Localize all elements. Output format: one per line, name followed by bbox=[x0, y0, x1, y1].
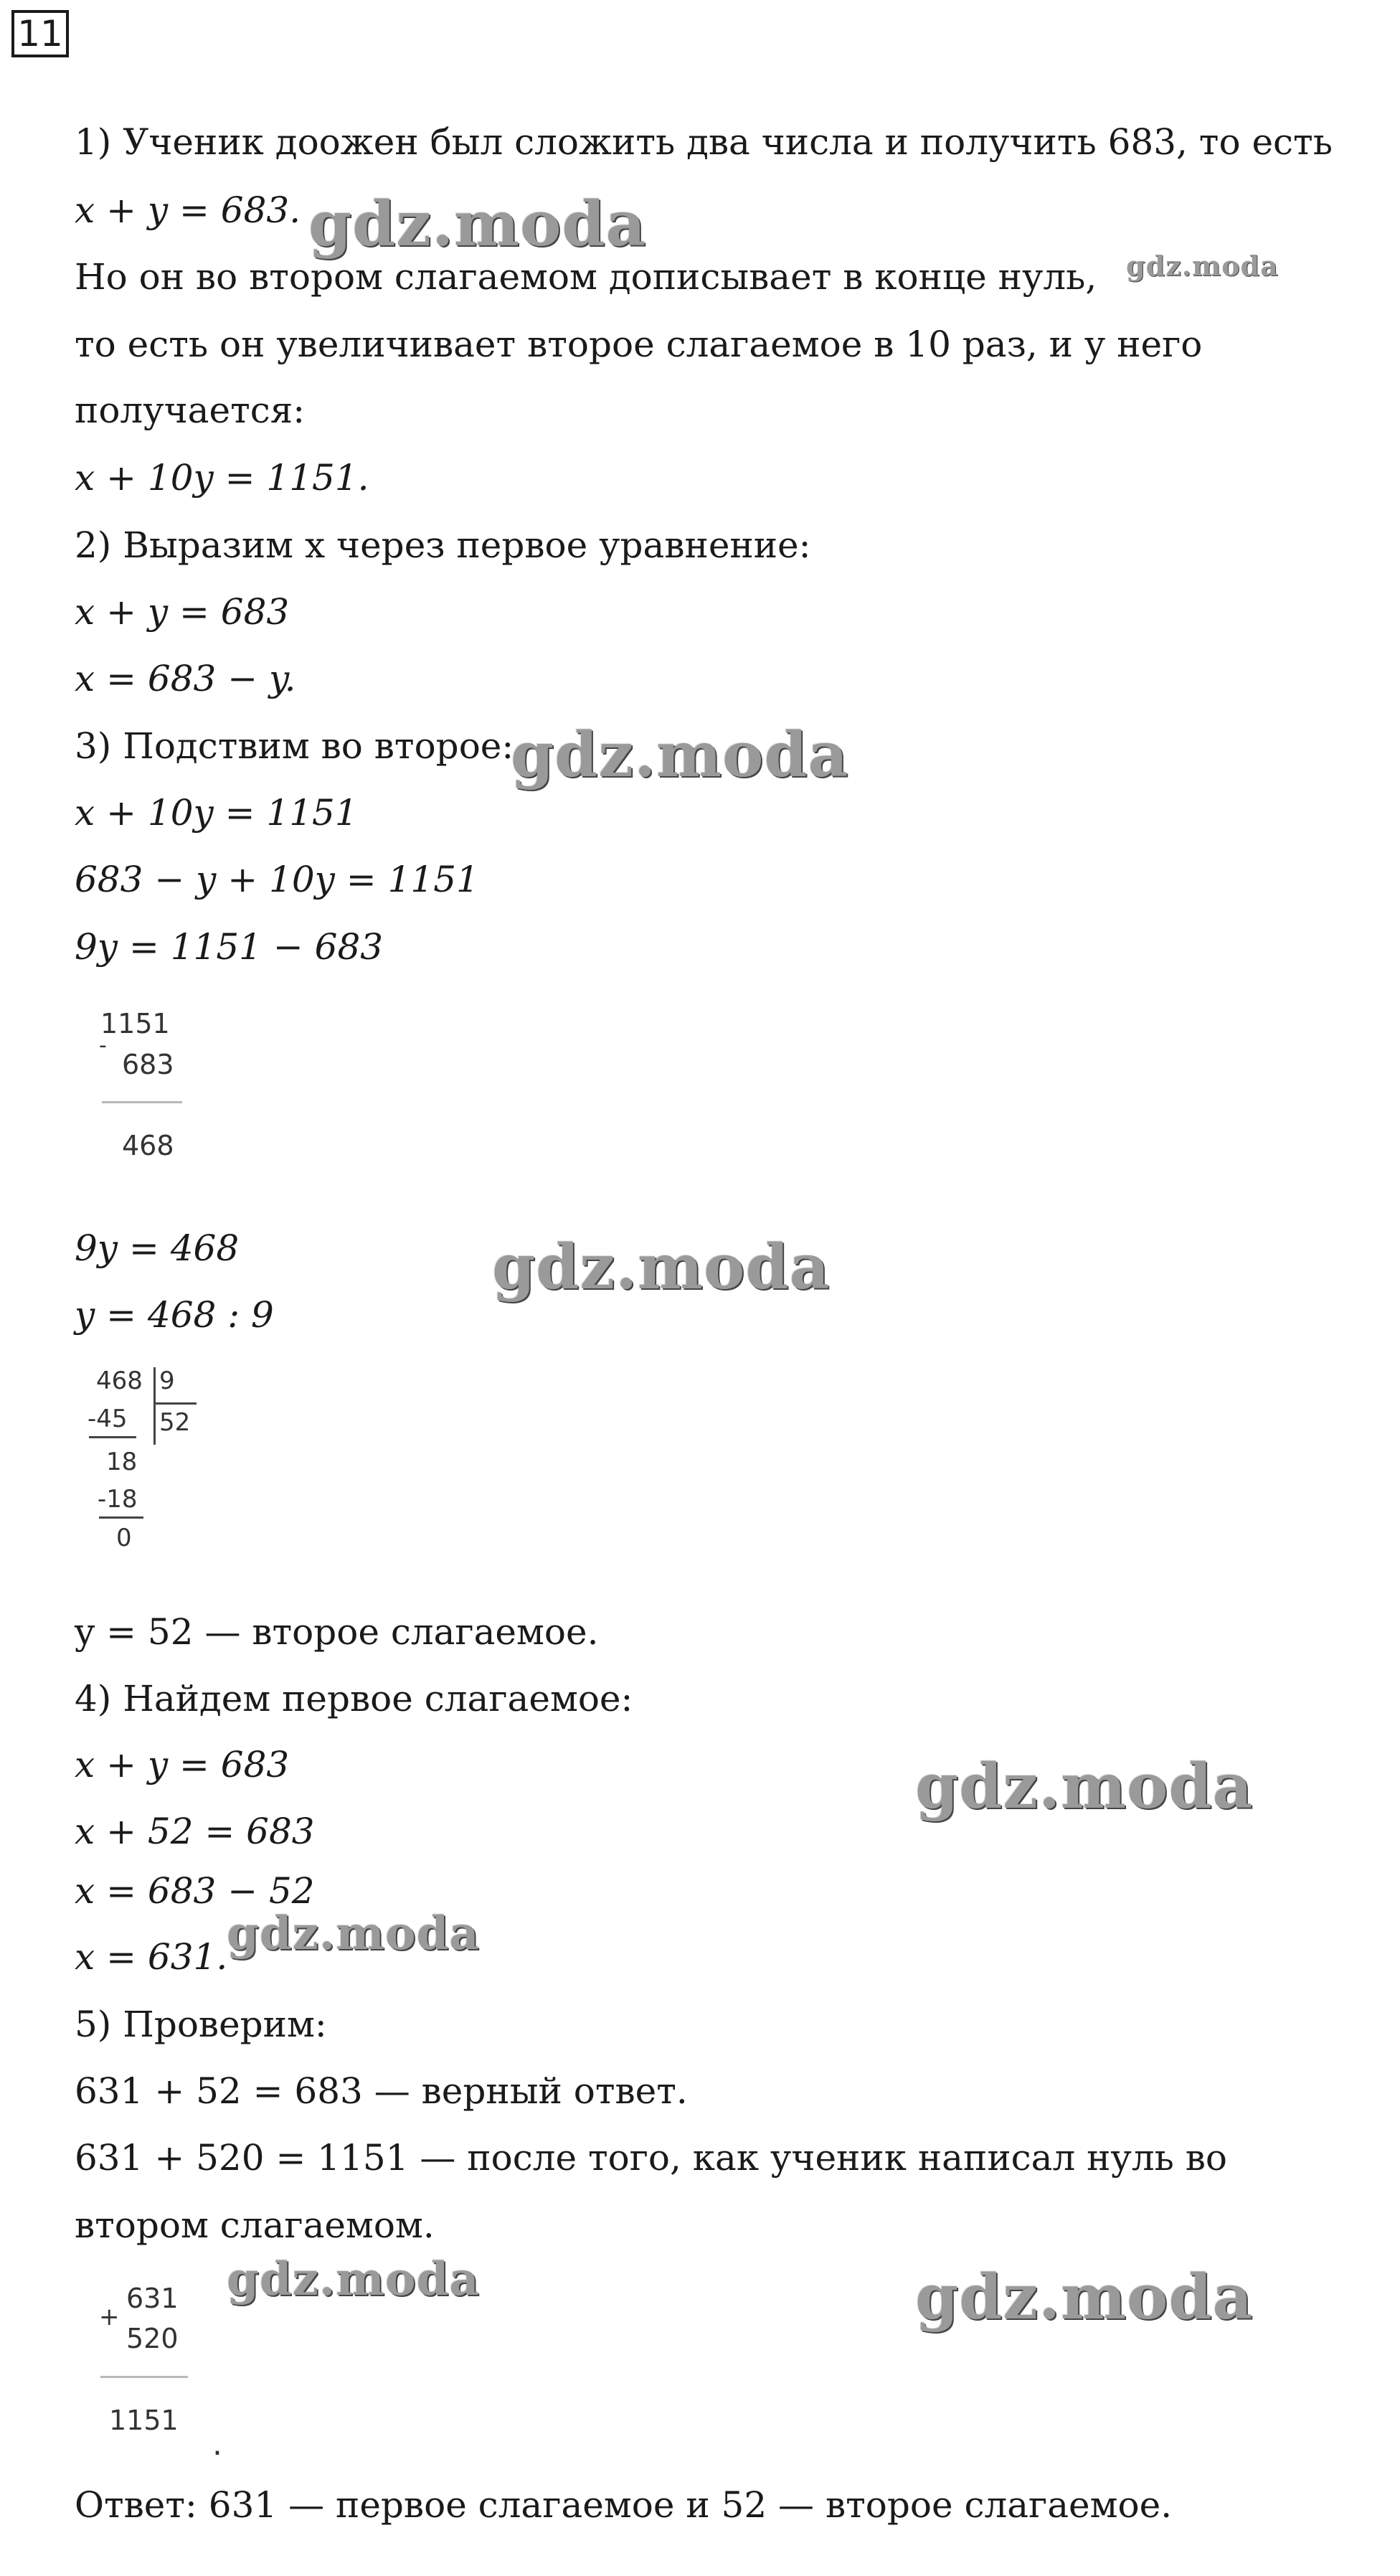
watermark-7: gdz.moda bbox=[227, 2252, 480, 2306]
addition-addend-2: 520 bbox=[126, 2323, 179, 2354]
division-remainder-2: 0 bbox=[116, 1524, 132, 1552]
equation-line-15: y = 468 : 9 bbox=[75, 1294, 274, 1336]
watermark-4: gdz.moda bbox=[492, 1231, 831, 1303]
equation-line-8: x + y = 683 bbox=[75, 591, 290, 633]
division-vertical-rule bbox=[153, 1367, 156, 1445]
equation-line-13: 9y = 1151 − 683 bbox=[75, 926, 384, 968]
subtraction-rule bbox=[102, 1101, 182, 1103]
text-line-23: 631 + 52 = 683 — верный ответ. bbox=[75, 2070, 688, 2112]
division-step-1-rule bbox=[89, 1436, 136, 1438]
subtraction-sign: - bbox=[99, 1033, 107, 1058]
watermark-2: gdz.moda bbox=[1126, 250, 1279, 282]
addition-rule bbox=[100, 2376, 188, 2378]
division-step-1: -45 bbox=[88, 1405, 128, 1433]
equation-line-11: x + 10y = 1151 bbox=[75, 792, 358, 834]
text-line-7: 2) Выразим x через первое уравнение: bbox=[75, 524, 811, 566]
addition-sum: 1151 bbox=[109, 2405, 179, 2436]
division-quotient-rule bbox=[155, 1402, 197, 1405]
subtraction-result: 468 bbox=[122, 1130, 174, 1161]
text-line-3: Но он во втором слагаемом дописывает в конце нуль, bbox=[75, 256, 1097, 298]
watermark-6: gdz.moda bbox=[227, 1907, 480, 1961]
division-divisor: 9 bbox=[159, 1367, 175, 1395]
text-line-24: 631 + 520 = 1151 — после того, как ученик написал нуль во bbox=[75, 2137, 1227, 2179]
text-line-4: то есть он увеличивает второе слагаемое в 10 раз, и у него bbox=[75, 324, 1203, 365]
subtraction-subtrahend: 683 bbox=[122, 1049, 174, 1080]
equation-line-12: 683 − y + 10y = 1151 bbox=[75, 859, 479, 900]
equation-line-19: x + 52 = 683 bbox=[75, 1811, 315, 1852]
division-dividend: 468 bbox=[96, 1367, 143, 1395]
equation-line-16: y = 52 — второе слагаемое. bbox=[75, 1611, 599, 1653]
watermark-5: gdz.moda bbox=[915, 1750, 1254, 1823]
text-line-25: втором слагаемом. bbox=[75, 2204, 435, 2246]
text-line-17: 4) Найдем первое слагаемое: bbox=[75, 1678, 633, 1719]
equation-line-9: x = 683 − y. bbox=[75, 658, 296, 699]
equation-line-2: x + y = 683. bbox=[75, 189, 301, 231]
text-line-1: 1) Ученик доожен был сложить два числа и получить 683, то есть bbox=[75, 121, 1333, 163]
text-line-22: 5) Проверим: bbox=[75, 2004, 327, 2045]
equation-line-6: x + 10y = 1151. bbox=[75, 457, 369, 499]
equation-line-20: x = 683 − 52 bbox=[75, 1870, 315, 1912]
watermark-1: gdz.moda bbox=[308, 188, 647, 260]
division-quotient: 52 bbox=[159, 1408, 191, 1437]
watermark-8: gdz.moda bbox=[915, 2261, 1254, 2334]
equation-line-14: 9y = 468 bbox=[75, 1227, 240, 1269]
watermark-3: gdz.moda bbox=[511, 719, 849, 791]
addition-addend-1: 631 bbox=[126, 2283, 179, 2314]
text-line-10: 3) Подствим во второе: bbox=[75, 725, 514, 767]
division-remainder-1: 18 bbox=[106, 1448, 138, 1476]
text-line-5: получается: bbox=[75, 390, 306, 431]
task-number: 11 bbox=[11, 10, 69, 57]
division-step-2-rule bbox=[99, 1516, 143, 1519]
answer-line: Ответ: 631 — первое слагаемое и 52 — второе слагаемое. bbox=[75, 2484, 1173, 2526]
equation-line-18: x + y = 683 bbox=[75, 1744, 290, 1785]
addition-sign: + bbox=[99, 2303, 120, 2331]
subtraction-minuend: 1151 bbox=[100, 1008, 170, 1039]
addition-dot: . bbox=[212, 2426, 222, 2463]
division-step-2: -18 bbox=[98, 1485, 138, 1514]
equation-line-21: x = 631. bbox=[75, 1936, 228, 1978]
